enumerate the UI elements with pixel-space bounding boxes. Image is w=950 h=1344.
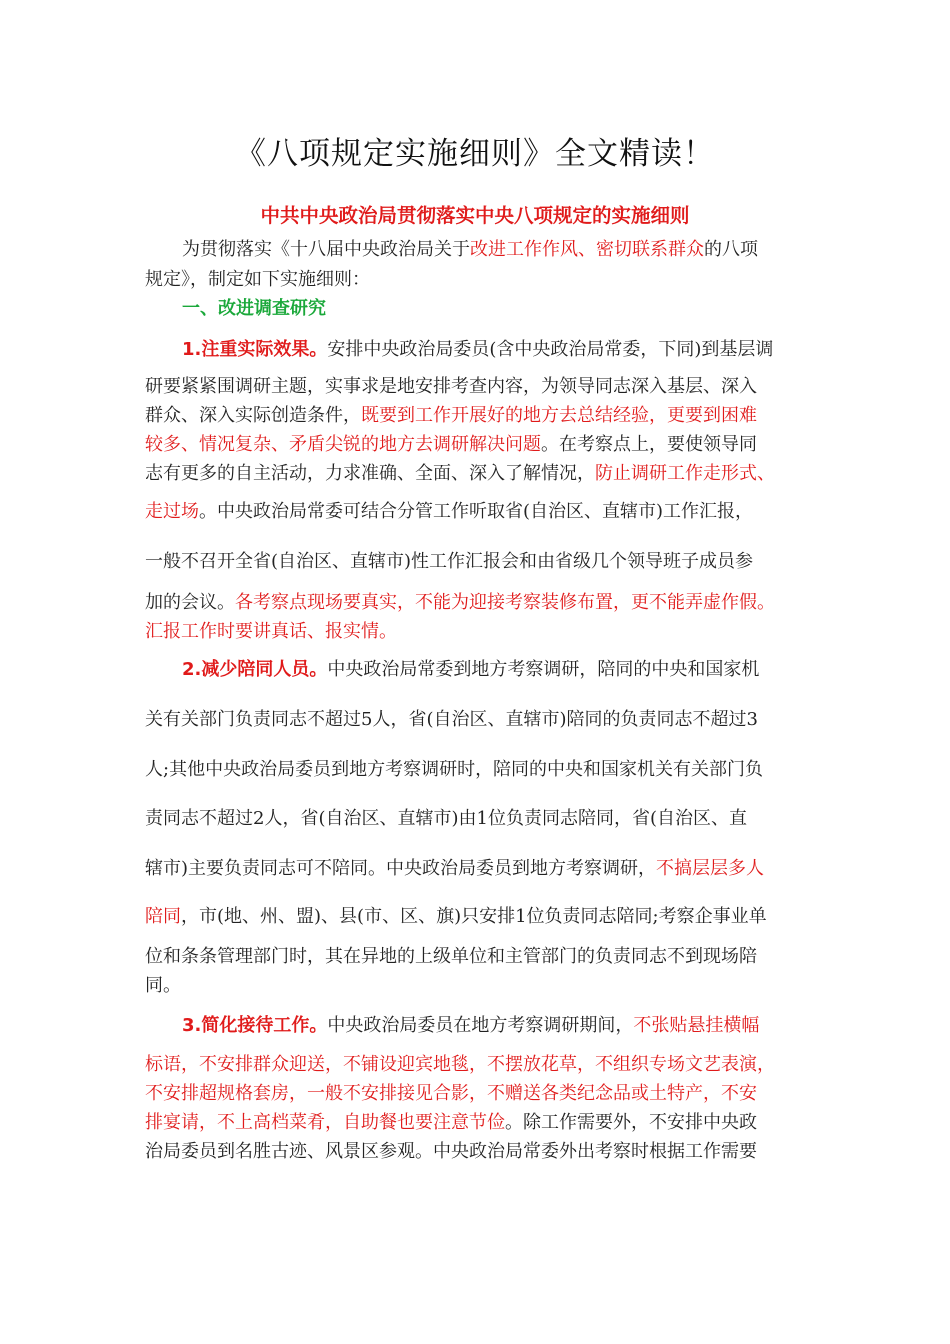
item-heading: 2.减少陪同人员。 [182,659,328,680]
item-text: ，市(地、州、盟)、县(市、区、旗)只安排1位负责同志陪同;考察企事业单 [181,906,767,927]
item3-line-5: 治局委员到名胜古迹、风景区参观。中央政治局常委外出考察时根据工作需要 [145,1141,757,1162]
item2-line-6 [145,905,815,929]
item-highlight: 不张贴悬挂横幅 [633,1015,760,1036]
intro-line-1 [182,238,815,262]
item1-line-9: 汇报工作时要讲真话、报实情。 [145,621,397,642]
item2-line-8: 同。 [145,975,181,996]
item1-line-8 [145,591,815,615]
item-highlight: 走过场 [145,501,199,522]
item-text: 。在考察点上，要使领导同 [541,434,757,455]
item-text: 志有更多的自主活动，力求准确、全面、深入了解情况， [145,463,595,484]
item2-line-3: 人;其他中央政治局委员到地方考察调研时，陪同的中央和国家机关有关部门负 [145,759,764,780]
item3-line-2: 标语，不安排群众迎送，不铺设迎宾地毯，不摆放花草，不组织专场文艺表演， [145,1054,775,1075]
item-highlight: 陪同 [145,906,181,927]
item2-line-4: 责同志不超过2人，省(自治区、直辖市)由1位负责同志陪同，省(自治区、直 [145,808,747,829]
item2-line-1 [182,658,815,682]
intro-text: 为贯彻落实《十八届中央政治局关于 [182,239,470,260]
item1-line-5 [145,462,815,486]
item-highlight: 既要到工作开展好的地方去总结经验，更要到困难 [361,405,757,426]
item2-line-5 [145,857,815,881]
item1-line-7: 一般不召开全省(自治区、直辖市)性工作汇报会和由省级几个领导班子成员参 [145,551,754,572]
document-subtitle: 中共中央政治局贯彻落实中央八项规定的实施细则 [260,204,690,227]
item-text: 群众、深入实际创造条件， [145,405,361,426]
item1-line-6 [145,500,815,524]
item-highlight: 防止调研工作走形式、 [595,463,775,484]
item-highlight: 排宴请，不上高档菜肴，自助餐也要注意节俭 [145,1112,505,1133]
item1-line-2: 研要紧紧围调研主题，实事求是地安排考查内容，为领导同志深入基层、深入 [145,376,757,397]
intro-text: 的八项 [704,239,758,260]
item-text: 辖市)主要负责同志可不陪同。中央政治局委员到地方考察调研， [145,858,657,879]
item2-line-2: 关有关部门负责同志不超过5人，省(自治区、直辖市)陪同的负责同志不超过3 [145,709,758,730]
item-text: 。除工作需要外，不安排中央政 [505,1112,757,1133]
item-highlight: 不搞层层多人 [656,858,765,879]
item-heading: 3.简化接待工作。 [182,1015,328,1036]
item3-line-3: 不安排超规格套房，一般不安排接见合影，不赠送各类纪念品或土特产，不安 [145,1083,757,1104]
item3-line-1 [182,1014,815,1038]
item-highlight: 较多、情况复杂、矛盾尖锐的地方去调研解决问题 [145,434,541,455]
item-text: 中央政治局常委到地方考察调研，陪同的中央和国家机 [327,659,760,680]
item1-line-4 [145,433,815,457]
item2-line-7: 位和条条管理部门时，其在异地的上级单位和主管部门的负责同志不到现场陪 [145,946,757,967]
document-title: 《八项规定实施细则》全文精读！ [235,136,715,172]
item-heading: 1.注重实际效果。 [182,339,328,360]
section-heading: 一、改进调查研究 [182,298,326,319]
item3-line-4 [145,1111,815,1135]
item-text: 加的会议。 [145,592,235,613]
item1-line-1 [182,338,815,362]
item1-line-3 [145,404,815,428]
item-text: 中央政治局委员在地方考察调研期间， [327,1015,634,1036]
item-text: 。中央政治局常委可结合分管工作听取省(自治区、直辖市)工作汇报， [199,501,754,522]
intro-line-2: 规定》，制定如下实施细则： [145,269,370,290]
item-text: 安排中央政治局委员(含中央政治局常委，下同)到基层调 [327,339,774,360]
intro-highlight: 改进工作作风、密切联系群众 [470,239,704,260]
item-highlight: 各考察点现场要真实，不能为迎接考察装修布置，更不能弄虚作假。 [235,592,775,613]
